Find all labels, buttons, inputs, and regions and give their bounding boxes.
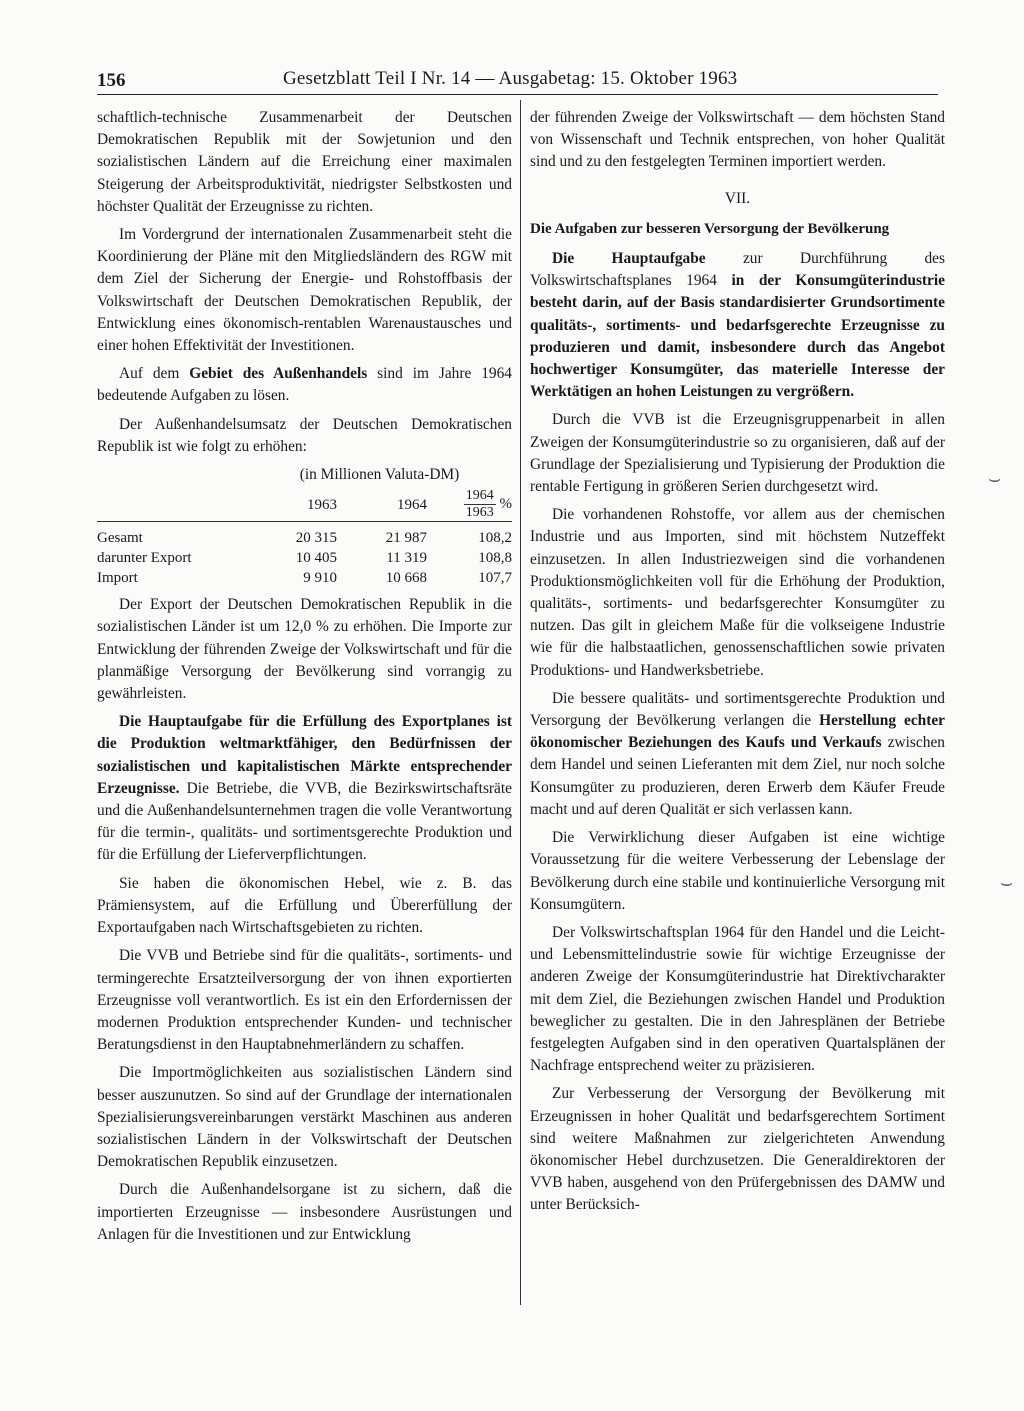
- col-header-1964: 1964: [337, 488, 427, 522]
- paragraph: Die Hauptaufgabe für die Erfüllung des Exportplanes ist die Produktion weltmarktfähiger, den Bedürfnissen der sozialistischen und kapitalistischen Märkte entsprechender Erzeugnisse. Die Betriebe, die VVB, die Bezirkswirtschaftsräte und die Außenhandelsunternehmen tragen die volle Verantwortung für die termin-, qualitäts- und sortimentsgerechte Produktion und für die Erfüllung der Lieferverpflichtungen.: [97, 713, 512, 864]
- paragraph: Die Importmöglichkeiten aus sozialistischen Ländern sind besser auszunutzen. So sind auf der Grundlage der internationalen Spezialisierungsvereinbarungen verstärkt Maschinen aus anderen sozialistischen Ländern in der Volkswirtschaft der Deutschen Demokratischen Republik einzusetzen.: [97, 1064, 512, 1171]
- table-row: [97, 548, 512, 568]
- section-heading: Die Aufgaben zur besseren Versorgung der Bevölkerung: [530, 220, 890, 237]
- right-column: [530, 107, 945, 1223]
- cell-pct: 108,2: [478, 530, 512, 547]
- cell-pct: 108,8: [478, 550, 512, 567]
- paragraph: Die VVB und Betriebe sind für die qualitäts-, sortiments- und termingerechte Ersatzteilversorgung der von ihnen exportierten Erzeugnisse voll verantwortlich. Es ist ein den Erfordernissen der modernen Produktion entsprechender Kunden- und technischer Beratungsdienst in den Hauptabnehmerländern zu schaffen.: [97, 947, 512, 1054]
- paragraph: Durch die VVB ist die Erzeugnisgruppenarbeit in allen Zweigen der Konsumgüterindustrie so zu organisieren, daß auf der Grundlage der Spezialisierung und Typisierung der Produktion die rentable Fertigung in größeren Serien durchgesetzt wird.: [530, 411, 945, 496]
- section-number: VII.: [724, 189, 751, 207]
- paragraph: schaftlich-technische Zusammenarbeit der Deutschen Demokratischen Republik mit der Sowjetunion und den sozialistischen Ländern auf die Erreichung einer maximalen Steigerung der Arbeitsproduktivität, niedrigster Selbstkosten und höchster Qualität der Erzeugnisse zu richten.: [97, 109, 512, 215]
- col-header-ratio: $\frac{1964}{1963}$ %: [427, 488, 512, 522]
- paragraph: Die vorhandenen Rohstoffe, vor allem aus der chemischen Industrie und aus Importen, sind mit höchstem Nutzeffekt einzusetzen. In allen Industriezweigen sind die vorhandenen Produktionsmöglichkeiten voll für die Erhöhung der Produktion, qualitäts-, sortiments- und bedarfsgerechter Konsumgüter zu nutzen. Das gilt in gleichem Maße für die volkseigene Industrie wie für die halbstaatlichen, genossenschaftlichen sowie privaten Produktions- und Handwerksbetriebe.: [530, 506, 945, 679]
- cell-1964: 11 319: [386, 550, 427, 567]
- paragraph: Der Volkswirtschaftsplan 1964 für den Handel und die Leicht- und Lebensmittelindustrie sowie für wichtige Erzeugnisse der anderen Zweige der Konsumgüterindustrie hat Direktivcharakter mit dem Ziel, die Beziehungen zwischen Handel und Produktion beweglicher zu gestalten. Die in den Jahresplänen der Betriebe festgelegten Aufgaben sind in den operativen Quartalsplänen der Nachfrage entsprechend weiter zu präzisieren.: [530, 923, 945, 1075]
- table-row: [97, 568, 512, 588]
- cell-pct: 107,7: [478, 570, 512, 587]
- paragraph: Durch die Außenhandelsorgane ist zu sichern, daß die importierten Erzeugnisse — insbesondere Ausrüstungen und Anlagen für die Investitionen und zur Entwicklung: [97, 1181, 512, 1243]
- bold-phrase: Die Hauptaufgabe: [552, 250, 706, 268]
- margin-mark: ⌣: [988, 468, 1002, 490]
- paragraph: Die bessere qualitäts- und sortimentsgerechte Produktion und Versorgung der Bevölkerung verlangen die Herstellung echter ökonomischer Beziehungen des Kaufs und Verkaufs zwischen dem Handel und seinen Lieferanten mit dem Ziel, nur noch solche Konsumgüter zu produzieren, deren Erwerb dem Käufer Freude macht und auf deren Qualität er sich verlassen kann.: [530, 689, 946, 818]
- table-unit: (in Millionen Valuta-DM): [299, 466, 460, 484]
- table-row: [97, 522, 512, 549]
- header-title: Gesetzblatt Teil I Nr. 14 — Ausgabetag: 15. Oktober 1963: [283, 68, 738, 89]
- margin-mark: ⌣: [1000, 872, 1014, 894]
- paragraph: Der Außenhandelsumsatz der Deutschen Demokratischen Republik ist wie folgt zu erhöhen:: [97, 415, 512, 455]
- column-divider: [520, 100, 521, 1305]
- paragraph: Sie haben die ökonomischen Hebel, wie z. B. das Prämiensystem, auf die Erfüllung und Übererfüllung der Exportaufgaben nach Wirtschaftsgebieten zu richten.: [97, 874, 512, 937]
- col-header-1963: 1963: [257, 488, 337, 522]
- row-label: Gesamt: [97, 530, 143, 547]
- paragraph: Der Export der Deutschen Demokratischen Republik in die sozialistischen Länder ist um 12,0 % zu erhöhen. Die Importe zur Entwicklung der führenden Zweige der Volkswirtschaft und für die planmäßige Versorgung der Bevölkerung sind vorrangig zu gewährleisten.: [97, 596, 512, 703]
- paragraph: Die Verwirklichung dieser Aufgaben ist eine wichtige Voraussetzung für die weitere Verbesserung der Lebenslage der Bevölkerung durch eine stabile und kontinuierliche Versorgung mit Konsumgütern.: [530, 829, 945, 913]
- paragraph: Die Hauptaufgabe zur Durchführung des Volkswirtschaftsplanes 1964 in der Konsumgüterindustrie besteht darin, auf der Basis standardisierter Grundsortimente qualitäts-, sortiments- und bedarfsgerechte Erzeugnisse zu produzieren und damit, insbesondere durch das Angebot hochwertiger Konsumgüter, das materielle Interesse der Werktätigen an hohen Leistungen zu vergrößern.: [530, 250, 945, 401]
- trade-table: [97, 488, 512, 588]
- cell-1963: 9 910: [303, 570, 337, 587]
- paragraph: Zur Verbesserung der Versorgung der Bevölkerung mit Erzeugnissen in hoher Qualität und bedarfsgerechtem Sortiment sind weitere Maßnahmen zur zielgerichteten Anwendung ökonomischer Hebel durchzusetzen. Die Generaldirektoren der VVB haben, ausgehend von den Prüfergebnissen des DAMW und unter Berücksich-: [530, 1085, 945, 1214]
- row-label: darunter Export: [97, 550, 192, 567]
- bold-phrase: Die Hauptaufgabe für die Erfüllung des Exportplanes ist die Produktion weltmarktfähiger, den Bedürfnissen der sozialistischen und kapitalistischen Märkte entsprechender Erzeugnisse.: [97, 713, 512, 797]
- bold-phrase: Gebiet des Außenhandels: [189, 365, 368, 383]
- cell-1963: 20 315: [295, 530, 337, 547]
- paragraph: Im Vordergrund der internationalen Zusammenarbeit steht die Koordinierung der Pläne mit den Mitgliedsländern des RGW mit dem Ziel der Sicherung der Energie- und Rohstoffbasis der Volkswirtschaft der Deutschen Demokratischen Republik, der Entwicklung eines ökonomisch-rentablen Warenaustausches und einer hohen Effektivität der Investitionen.: [97, 226, 512, 355]
- paragraph: Auf dem Gebiet des Außenhandels sind im Jahre 1964 bedeutende Aufgaben zu lösen.: [97, 365, 512, 405]
- cell-1964: 10 668: [385, 570, 427, 587]
- cell-1964: 21 987: [385, 530, 427, 547]
- bold-phrase: in der Konsumgüterindustrie besteht darin, auf der Basis standardisierter Grundsortimente qualitäts-, sortiments- und bedarfsgerechte Erzeugnisse zu produzieren und damit, insbesondere durch das Angebot hochwertiger Konsumgüter, das materielle Interesse der Werktätigen an hohen Leistungen zu vergrößern.: [530, 272, 945, 401]
- left-column: [97, 107, 512, 1252]
- paragraph: der führenden Zweige der Volkswirtschaft — dem höchsten Stand von Wissenschaft und Technik entsprechen, von hoher Qualität sind und zu den festgelegten Terminen importiert werden.: [530, 109, 945, 171]
- bold-phrase: Herstellung echter ökonomischer Beziehungen des Kaufs und Verkaufs: [530, 712, 946, 752]
- page-header: [97, 64, 938, 95]
- cell-1963: 10 405: [295, 550, 337, 567]
- row-label: Import: [97, 570, 138, 587]
- table-header-row: [97, 488, 512, 522]
- page-number: 156: [97, 70, 126, 91]
